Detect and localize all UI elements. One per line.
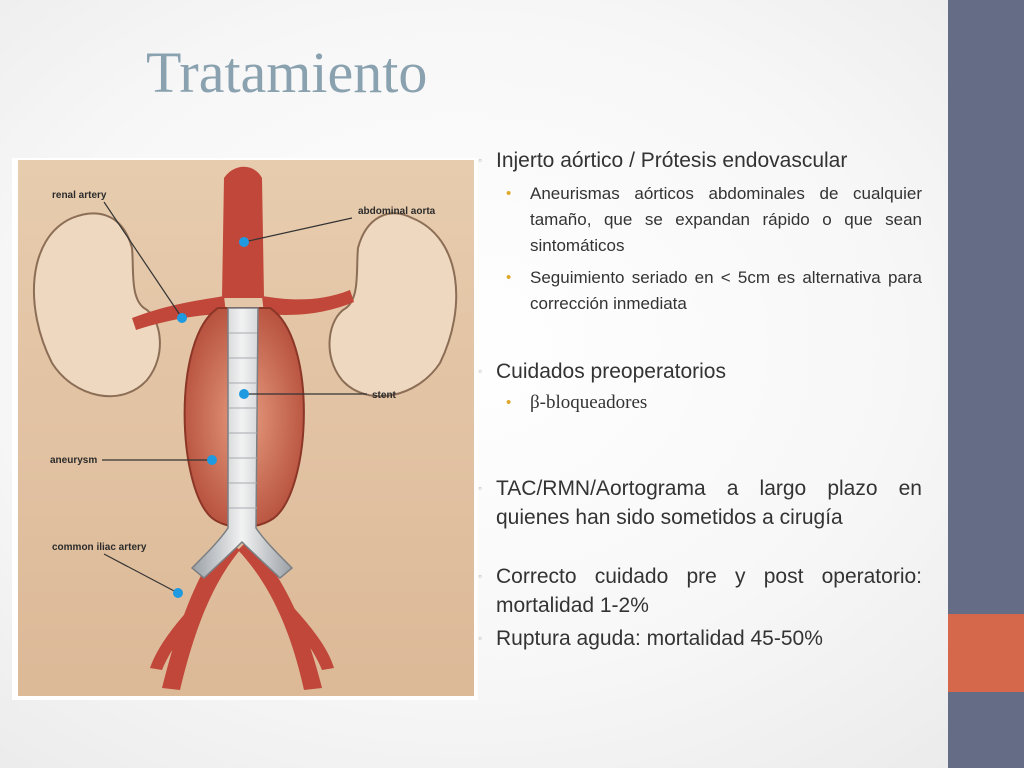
sub-bullet-text: Seguimiento seriado en < 5cm es alternativa para corrección inmediata	[530, 268, 922, 313]
bullet-text: Ruptura aguda: mortalidad 45-50%	[496, 627, 823, 650]
sub-bullet-marker: •	[506, 269, 512, 286]
bullet-marker: ◦	[478, 569, 483, 583]
illustration-svg	[12, 158, 478, 700]
sub-bullet-text: β-bloqueadores	[530, 392, 648, 413]
label-aneurysm: aneurysm	[50, 455, 98, 466]
bullet-marker: ◦	[478, 153, 483, 167]
label-common-iliac-artery: common iliac artery	[52, 542, 147, 553]
bullet-item	[478, 357, 922, 386]
bullet-marker: ◦	[478, 631, 483, 645]
aortic-stent-illustration	[12, 158, 478, 700]
bullet-item	[478, 146, 922, 175]
bullet-text: Cuidados preoperatorios	[496, 360, 726, 383]
sub-bullet-marker: •	[506, 394, 512, 411]
slide-title: Tratamiento	[146, 40, 428, 105]
bullet-marker: ◦	[478, 364, 483, 378]
abdominal-aorta	[222, 167, 264, 298]
bullet-text: Injerto aórtico / Prótesis endovascular	[496, 149, 848, 172]
label-stent: stent	[372, 390, 396, 401]
bullet-marker: ◦	[478, 481, 483, 495]
sub-bullet-text: Aneurismas aórticos abdominales de cualquier tamaño, que se expandan rápido o que sean sintomáticos	[530, 184, 922, 255]
sub-bullet-item	[478, 390, 922, 416]
label-renal-artery: renal artery	[52, 190, 107, 201]
bullet-text: Correcto cuidado pre y post operatorio: mortalidad 1-2%	[496, 565, 922, 617]
side-accent-block	[948, 614, 1024, 692]
label-abdominal-aorta: abdominal aorta	[358, 206, 436, 217]
slide-content	[478, 146, 922, 653]
bullet-text: TAC/RMN/Aortograma a largo plazo en quienes han sido sometidos a cirugía	[496, 477, 922, 529]
sub-bullet-item	[478, 265, 922, 317]
sub-bullet-marker: •	[506, 185, 512, 202]
bullet-item	[478, 562, 922, 620]
bullet-item	[478, 624, 922, 653]
sub-bullet-item	[478, 181, 922, 259]
bullet-item	[478, 474, 922, 532]
